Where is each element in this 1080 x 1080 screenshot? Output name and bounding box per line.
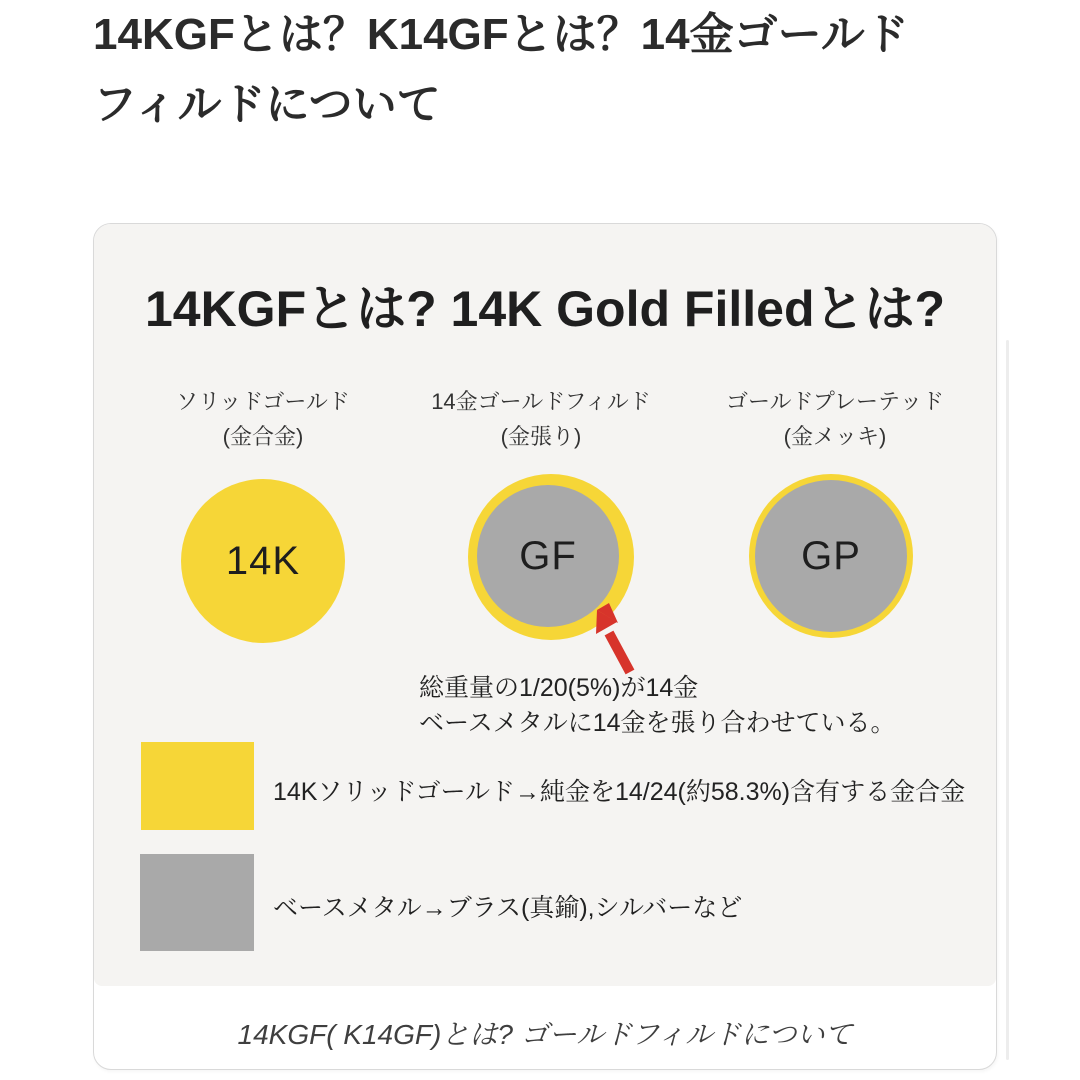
solid-gold-circle: [181, 479, 345, 643]
gold-filled-circle: [468, 474, 634, 640]
column-label-gold-filled: [391, 384, 691, 454]
page-title: [93, 0, 993, 140]
column-label-gold-plated: [685, 384, 985, 454]
column-label-line: ゴールドプレーテッド: [725, 389, 945, 414]
solid-gold-circle-label: 14K: [225, 538, 301, 583]
gold-plated-circle-label: GP: [801, 533, 861, 578]
gold-filled-circle-label: GF: [519, 533, 577, 578]
gold-filled-note: [419, 671, 896, 741]
gold-plated-core: [755, 480, 907, 632]
column-label-line: ソリッドゴールド: [176, 389, 350, 414]
gold-filled-core: [477, 485, 619, 627]
legend-swatch-gold-icon: [141, 742, 254, 830]
content-card: [93, 223, 997, 1070]
page-title-line1: 14KGFとは？K14GFとは？14金ゴールド: [93, 10, 909, 59]
column-label-solid-gold: [113, 384, 413, 454]
image-caption: 14KGF( K14GF)とは? ゴールドフィルドについて: [237, 1019, 853, 1050]
page-title-line2: フィルドについて: [93, 80, 441, 129]
infographic-image: [94, 224, 996, 986]
column-label-line: (金合金): [222, 424, 304, 449]
column-label-line: (金張り): [500, 424, 582, 449]
legend-swatch-base-metal-icon: [140, 854, 254, 951]
column-label-line: (金メッキ): [783, 424, 887, 449]
infographic-title: 14KGFとは? 14K Gold Filledとは?: [144, 281, 946, 337]
scrollbar[interactable]: [1006, 340, 1009, 1060]
legend-text-base-metal: ベースメタル→ブラス(真鍮),シルバーなど: [273, 894, 743, 922]
gold-filled-note-line1: 総重量の1/20(5%)が14金: [419, 674, 699, 702]
column-label-line: 14金ゴールドフィルド: [431, 389, 651, 414]
legend-text-gold: 14Kソリッドゴールド→純金を14/24(約58.3%)含有する金合金: [273, 778, 966, 806]
gold-filled-note-line2: ベースメタルに14金を張り合わせている。: [419, 709, 896, 737]
gold-plated-circle: [749, 474, 913, 638]
